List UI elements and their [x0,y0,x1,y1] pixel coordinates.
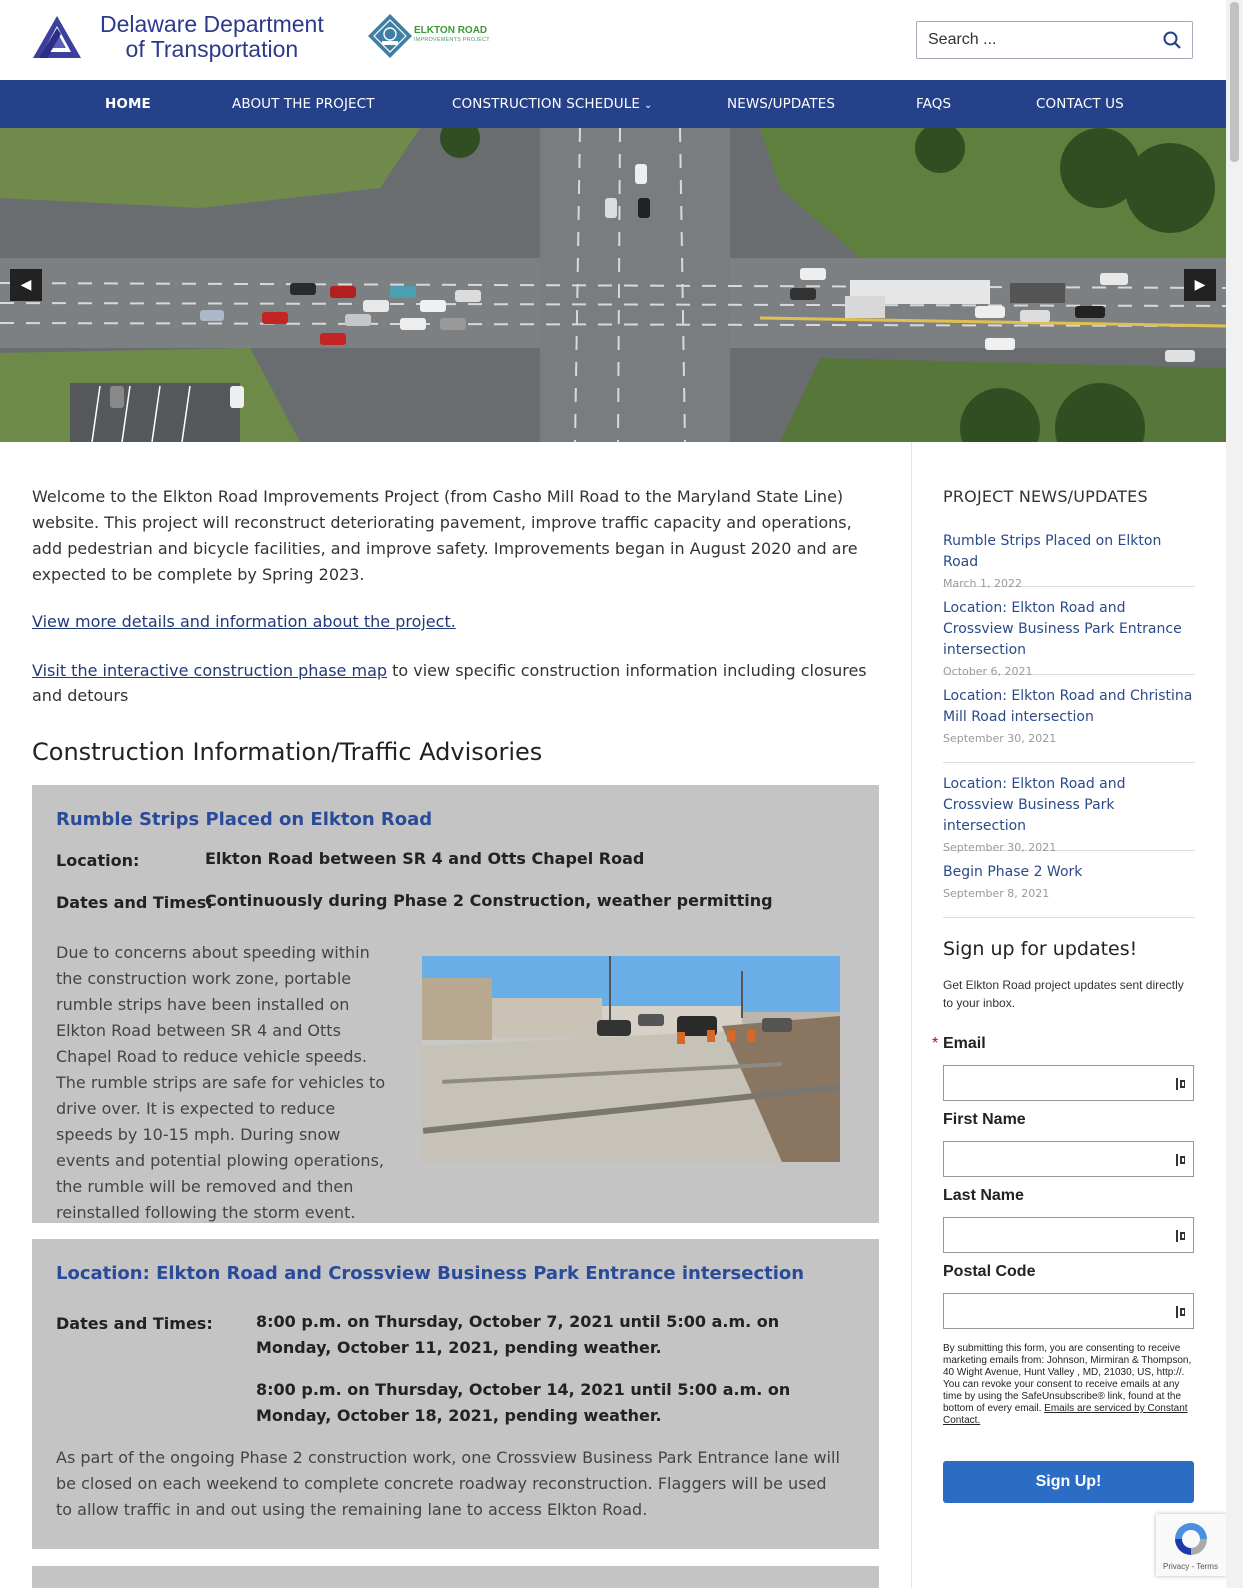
advisory-body: Due to concerns about speeding within the construction work zone, portable rumble strips have been installed on Elkton Road between SR 4 and Otts Chapel Road to reduce vehicle speeds. The rumble strips are safe for vehicles to drive over. It is expected to reduce speeds by 10-15 mph. During snow events and potential plowing operations, the rumble will be removed and then reinstalled following the storm event. [56,943,386,1222]
elkton-road-subtitle: IMPROVEMENTS PROJECT [414,37,490,43]
password-manager-icon[interactable] [1175,1229,1187,1243]
recaptcha-icon [1172,1520,1210,1558]
dates-label: Dates and Times: [56,1314,213,1333]
site-header [0,0,1226,80]
news-date: October 6, 2021 [943,665,1033,678]
hero-next-arrow-icon[interactable]: ▶ [1184,269,1216,301]
consent-text [943,1343,1195,1427]
construction-phase-map-link[interactable]: Visit the interactive construction phase map [32,661,388,680]
section-title: Construction Information/Traffic Advisories [32,738,543,766]
main-nav [0,80,1226,128]
news-item [943,531,1195,590]
news-item [943,862,1195,918]
elkton-road-title: ELKTON ROAD [414,25,488,36]
news-link[interactable]: Location: Elkton Road and Christina Mill Road intersection [943,688,1193,725]
required-marker: * [932,1035,939,1052]
chevron-down-icon: ⌄ [644,100,653,111]
page-scrollbar[interactable] [1226,0,1243,1588]
news-link[interactable]: Begin Phase 2 Work [943,864,1083,880]
nav-construction-schedule-label: CONSTRUCTION SCHEDULE [452,96,641,112]
advisory-card [32,1566,879,1588]
intro-paragraph: Welcome to the Elkton Road Improvements Project (from Casho Mill Road to the Maryland State Line) website. This project will reconstruct deteriorating pavement, improve traffic capacity and operations, add pedestrian and bicycle facilities, and improve safety. Improvements began in August 2020 and are expected to be complete by Spring 2023. [32,487,858,584]
password-manager-icon[interactable] [1175,1077,1187,1091]
sidebar-heading: PROJECT NEWS/UPDATES [943,487,1148,506]
scrollbar-thumb[interactable] [1230,2,1239,162]
advisory-card-title[interactable]: Location: Elkton Road and Crossview Business Park Entrance intersection [56,1263,805,1284]
news-date: March 1, 2022 [943,577,1023,590]
advisory-card-title[interactable]: Rumble Strips Placed on Elkton Road [56,809,433,830]
email-label: Email [943,1035,986,1052]
advisory-body: As part of the ongoing Phase 2 construction work, one Crossview Business Park Entrance lane will be closed on each weekend to complete concrete roadway reconstruction. Flaggers will be used to allow traffic in and out using the remaining lane to access Elkton Road. [56,1448,840,1519]
map-paragraph [32,658,880,708]
rumble-strip-photo [422,956,840,1162]
sign-up-button[interactable]: Sign Up! [943,1461,1194,1503]
last-name-field[interactable] [943,1217,1194,1253]
news-date: September 30, 2021 [943,841,1057,854]
dates-value: Continuously during Phase 2 Construction, weather permitting [205,891,773,910]
last-name-label: Last Name [943,1187,1024,1204]
nav-construction-schedule[interactable] [452,80,653,128]
search-box [916,21,1193,59]
news-item [943,686,1195,763]
news-link[interactable]: Location: Elkton Road and Crossview Business Park intersection [943,776,1126,834]
advisory-card [32,785,879,1223]
recaptcha-badge[interactable] [1156,1514,1226,1576]
password-manager-icon[interactable] [1175,1305,1187,1319]
news-link[interactable]: Rumble Strips Placed on Elkton Road [943,533,1162,570]
dates-label: Dates and Times: [56,893,213,912]
constant-contact-link[interactable]: Emails are serviced by Constant Contact. [943,1403,1188,1426]
postal-code-label: Postal Code [943,1263,1036,1280]
first-name-field[interactable] [943,1141,1194,1177]
location-label: Location: [56,851,140,870]
hero-aerial-intersection-image [0,128,1226,442]
news-link[interactable]: Location: Elkton Road and Crossview Business Park Entrance intersection [943,600,1182,658]
dates-value: 8:00 p.m. on Thursday, October 14, 2021 until 5:00 a.m. on Monday, October 18, 2021, pending weather. [256,1380,791,1425]
consent-body: By submitting this form, you are consenting to receive marketing emails from: Johnson, Mirmiran & Thompson, 40 Wight Avenue, Hunt Valley , MD, 21030, US, http://. You can revoke your consent to receive emails at any time by using the SafeUnsubscribe® link, found at the bottom of every email. [943,1343,1192,1414]
first-name-label: First Name [943,1111,1026,1128]
nav-news-updates[interactable]: NEWS/UPDATES [727,96,836,112]
hero-slider [0,128,1226,442]
dates-value: 8:00 p.m. on Thursday, October 7, 2021 until 5:00 a.m. on Monday, October 11, 2021, pending weather. [256,1312,780,1357]
hero-prev-arrow-icon[interactable]: ◀ [10,269,42,301]
signup-title: Sign up for updates! [943,938,1138,960]
password-manager-icon[interactable] [1175,1153,1187,1167]
postal-code-field[interactable] [943,1293,1194,1329]
deldot-logo-icon[interactable] [31,14,83,62]
sidebar-divider [911,442,912,1588]
project-details-link[interactable]: View more details and information about the project. [32,612,456,631]
logo-line-1: Delaware Department [100,11,324,37]
advisory-card [32,1239,879,1549]
search-input[interactable] [917,22,1152,58]
news-date: September 30, 2021 [943,732,1057,745]
email-field[interactable] [943,1065,1194,1101]
search-icon[interactable] [1162,30,1182,50]
news-date: September 8, 2021 [943,887,1050,900]
signup-description: Get Elkton Road project updates sent directly to your inbox. [943,978,1184,1010]
news-item [943,598,1195,678]
logo-line-2: of Transportation [125,36,299,62]
nav-home[interactable]: HOME [105,96,151,112]
recaptcha-links[interactable]: Privacy - Terms [1163,1562,1218,1571]
nav-contact-us[interactable]: CONTACT US [1036,96,1124,112]
nav-about-the-project[interactable]: ABOUT THE PROJECT [232,96,375,112]
location-value: Elkton Road between SR 4 and Otts Chapel Road [205,849,645,868]
deldot-wordmark[interactable] [100,12,324,62]
map-paragraph-text: to view specific construction information including closures and detours [32,661,867,705]
news-item [943,774,1195,854]
nav-faqs[interactable]: FAQS [916,96,952,112]
